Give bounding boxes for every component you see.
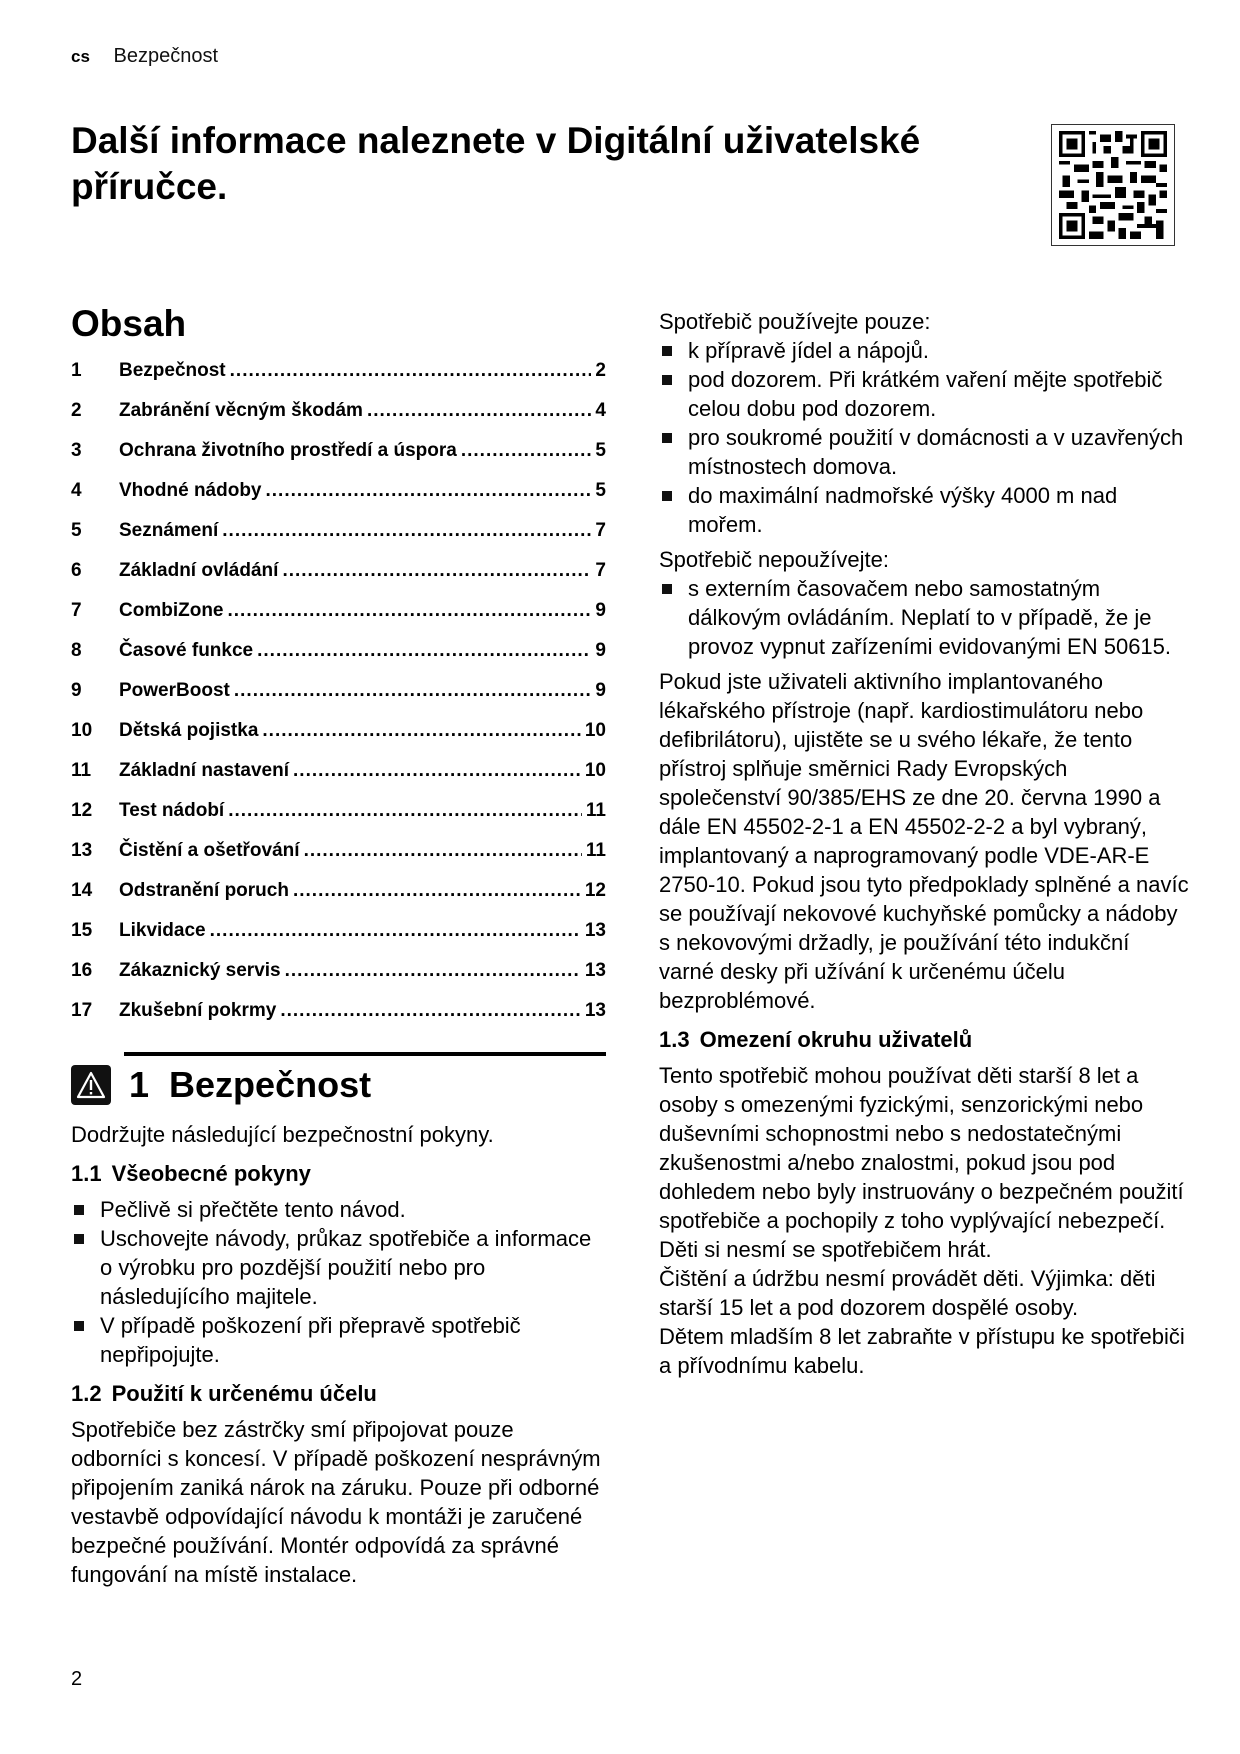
toc-title: Obsah — [71, 303, 187, 344]
toc-item-number: 3 — [71, 440, 82, 461]
toc-item[interactable] — [71, 840, 606, 880]
toc-item-page: 10 — [584, 760, 606, 781]
list-item: s externím časovačem nebo samostatným dálkovým ovládáním. Neplatí to v případě, že je provoz vypnut zařízeními evidovanými EN 50615. — [659, 574, 1189, 661]
toc-item[interactable] — [71, 880, 606, 920]
toc-item-page: 5 — [595, 440, 606, 461]
toc-item-number: 5 — [71, 520, 82, 541]
toc-leader-dots — [280, 1000, 581, 1022]
toc-item[interactable] — [71, 560, 606, 600]
user-restriction-paragraph: Tento spotřebič mohou používat děti starší 8 let a osoby s omezenými fyzickými, senzorickými nebo duševními schopnostmi nebo s nedostatečnými zkušenostmi a/nebo znalostmi, pokud jsou pod dohledem nebo byly instruovány o bezpečném použití spotřebiče a pochopily z toho vyplývající nebezpečí. — [659, 1063, 1184, 1233]
toc-item-page: 13 — [584, 960, 606, 981]
toc-item[interactable] — [71, 680, 606, 720]
toc-item[interactable] — [71, 960, 606, 1000]
toc-leader-dots — [293, 880, 581, 902]
digital-manual-heading: Další informace naleznete v Digitální uživatelské příručce. — [71, 120, 921, 207]
toc-item-page: 9 — [595, 680, 606, 701]
toc-item-page: 7 — [595, 520, 606, 541]
general-instructions-list — [71, 1195, 606, 1369]
warning-icon — [71, 1065, 111, 1105]
toc-leader-dots — [461, 440, 592, 462]
subsection-title: Použití k určenému účelu — [111, 1381, 377, 1406]
toc-item-label: Dětská pojistka — [119, 720, 259, 741]
toc-item[interactable] — [71, 360, 606, 400]
toc-item[interactable] — [71, 720, 606, 760]
right-column — [659, 307, 1189, 1380]
toc-item-page: 9 — [595, 600, 606, 621]
toc-item-number: 8 — [71, 640, 82, 661]
toc-item-label: Zabránění věcným škodám — [119, 400, 363, 421]
safety-intro: Dodržujte následující bezpečnostní pokyny. — [71, 1122, 494, 1147]
use-only-label: Spotřebič používejte pouze: — [659, 309, 931, 334]
subsection-number: 1.2 — [71, 1381, 102, 1406]
toc-item-label: Základní nastavení — [119, 760, 290, 781]
toc-item-label: Bezpečnost — [119, 360, 226, 381]
subsection-title: Všeobecné pokyny — [111, 1161, 311, 1186]
toc-item[interactable] — [71, 440, 606, 480]
toc-leader-dots — [285, 960, 581, 982]
do-not-use-list — [659, 574, 1189, 661]
toc-leader-dots — [293, 760, 581, 782]
toc-item-label: Seznámení — [119, 520, 219, 541]
toc-item-page: 2 — [595, 360, 606, 381]
toc-item-page: 10 — [584, 720, 606, 741]
toc-item-page: 9 — [595, 640, 606, 661]
toc-leader-dots — [210, 920, 581, 942]
section-title: Bezpečnost — [169, 1064, 372, 1105]
qr-code-icon[interactable] — [1051, 124, 1175, 246]
toc-leader-dots — [282, 560, 591, 582]
page-number: 2 — [71, 1668, 83, 1690]
toc-item-page: 13 — [584, 1000, 606, 1021]
toc-item-label: CombiZone — [119, 600, 224, 621]
subsection-number: 1.1 — [71, 1161, 102, 1186]
toc-leader-dots — [228, 800, 582, 822]
toc-item-number: 1 — [71, 360, 82, 381]
toc-item-number: 7 — [71, 600, 82, 621]
toc-item-label: Ochrana životního prostředí a úspora — [119, 440, 457, 461]
list-item: k přípravě jídel a nápojů. — [659, 336, 1189, 365]
list-item: Uschovejte návody, průkaz spotřebiče a informace o výrobku pro pozdější použití nebo pro následujícího majitele. — [71, 1224, 606, 1311]
header-section-title: Bezpečnost — [113, 45, 218, 67]
do-not-use-label: Spotřebič nepoužívejte: — [659, 547, 889, 572]
toc-item-page: 12 — [584, 880, 606, 901]
list-item: V případě poškození při přepravě spotřebič nepřipojujte. — [71, 1311, 606, 1369]
toc-item-label: Likvidace — [119, 920, 206, 941]
implant-paragraph: Pokud jste uživateli aktivního implantovaného lékařského přístroje (např. kardiostimulátoru nebo defibrilátoru), ujistěte se u svého lékaře, že tento přístroj splňuje směrnici Rady Evropských společenství 90/385/EHS ze dne 20. června 1990 a dále EN 45502-2-1 a EN 45502-2-2 a byl vybraný, implantovaný a naprogramovaný podle VDE-AR-E 2750-10. Pokud jsou tyto předpoklady splněné a navíc se používají nekovové kuchyňské pomůcky a nádoby s nekovovými držadly, je používání této indukční varné desky při užívání k určenému účelu bezproblémové. — [659, 669, 1189, 1013]
toc-item-label: Test nádobí — [119, 800, 225, 821]
table-of-contents — [71, 360, 606, 1040]
toc-leader-dots — [304, 840, 582, 862]
toc-item-number: 6 — [71, 560, 82, 581]
use-only-list — [659, 336, 1189, 539]
toc-item-number: 4 — [71, 480, 82, 501]
toc-item-page: 13 — [584, 920, 606, 941]
toc-item-number: 17 — [71, 1000, 93, 1021]
toc-item[interactable] — [71, 760, 606, 800]
toc-item[interactable] — [71, 800, 606, 840]
toc-item-label: Odstranění poruch — [119, 880, 289, 901]
running-header — [71, 45, 218, 68]
toc-leader-dots — [367, 400, 591, 422]
cleaning-paragraph: Čištění a údržbu nesmí provádět děti. Výjimka: děti starší 15 let a pod dozorem dospělé osoby. — [659, 1266, 1156, 1320]
list-item: pro soukromé použití v domácnosti a v uzavřených místnostech domova. — [659, 423, 1189, 481]
toc-leader-dots — [230, 360, 592, 382]
toc-leader-dots — [262, 720, 580, 742]
toc-item-number: 9 — [71, 680, 82, 701]
toc-item-number: 2 — [71, 400, 82, 421]
toc-item[interactable] — [71, 600, 606, 640]
toc-item-page: 5 — [595, 480, 606, 501]
toc-item-number: 15 — [71, 920, 93, 941]
subsection-heading-intended-use — [71, 1379, 606, 1409]
toc-leader-dots — [222, 520, 591, 542]
left-column — [71, 300, 606, 1597]
toc-leader-dots — [228, 600, 592, 622]
list-item: do maximální nadmořské výšky 4000 m nad mořem. — [659, 481, 1189, 539]
subsection-heading-general — [71, 1159, 606, 1189]
subsection-number: 1.3 — [659, 1027, 690, 1052]
toc-item-number: 10 — [71, 720, 93, 741]
toc-item-number: 12 — [71, 800, 93, 821]
toc-item-label: Časové funkce — [119, 640, 254, 661]
toc-item[interactable] — [71, 480, 606, 520]
toc-item-label: Zkušební pokrmy — [119, 1000, 277, 1021]
language-code: cs — [71, 47, 90, 66]
toc-leader-dots — [266, 480, 592, 502]
toc-item-page: 7 — [595, 560, 606, 581]
toc-item-number: 14 — [71, 880, 93, 901]
list-item: pod dozorem. Při krátkém vaření mějte spotřebič celou dobu pod dozorem. — [659, 365, 1189, 423]
section-divider — [124, 1052, 606, 1056]
section-heading-safety — [71, 1064, 606, 1106]
toc-item[interactable] — [71, 640, 606, 680]
toc-item-page: 11 — [585, 840, 606, 861]
toc-item-label: PowerBoost — [119, 680, 230, 701]
subsection-heading-user-restriction — [659, 1025, 1189, 1055]
toc-item-label: Zákaznický servis — [119, 960, 281, 981]
access-paragraph: Dětem mladším 8 let zabraňte v přístupu ke spotřebiči a přívodnímu kabelu. — [659, 1324, 1185, 1378]
toc-leader-dots — [234, 680, 592, 702]
toc-item[interactable] — [71, 520, 606, 560]
intended-use-paragraph: Spotřebiče bez zástrčky smí připojovat pouze odborníci s koncesí. V případě poškození nesprávným připojením zaniká nárok na záruku. Pouze při odborné vestavbě odpovídající návodu k montáži je zaručené bezpečné používání. Montér odpovídá za správné fungování na místě instalace. — [71, 1417, 601, 1587]
toc-item[interactable] — [71, 920, 606, 960]
children-play-paragraph: Děti si nesmí se spotřebičem hrát. — [659, 1237, 992, 1262]
toc-item-page: 4 — [595, 400, 606, 421]
toc-item-page: 11 — [585, 800, 606, 821]
toc-item[interactable] — [71, 1000, 606, 1040]
toc-item-label: Vhodné nádoby — [119, 480, 262, 501]
toc-leader-dots — [257, 640, 591, 662]
toc-item-number: 13 — [71, 840, 93, 861]
toc-item-number: 11 — [71, 760, 92, 781]
toc-item[interactable] — [71, 400, 606, 440]
toc-item-number: 16 — [71, 960, 93, 981]
toc-item-label: Čistění a ošetřování — [119, 840, 300, 861]
section-number: 1 — [129, 1064, 150, 1105]
toc-item-label: Základní ovládání — [119, 560, 279, 581]
subsection-title: Omezení okruhu uživatelů — [699, 1027, 973, 1052]
list-item: Pečlivě si přečtěte tento návod. — [71, 1195, 606, 1224]
